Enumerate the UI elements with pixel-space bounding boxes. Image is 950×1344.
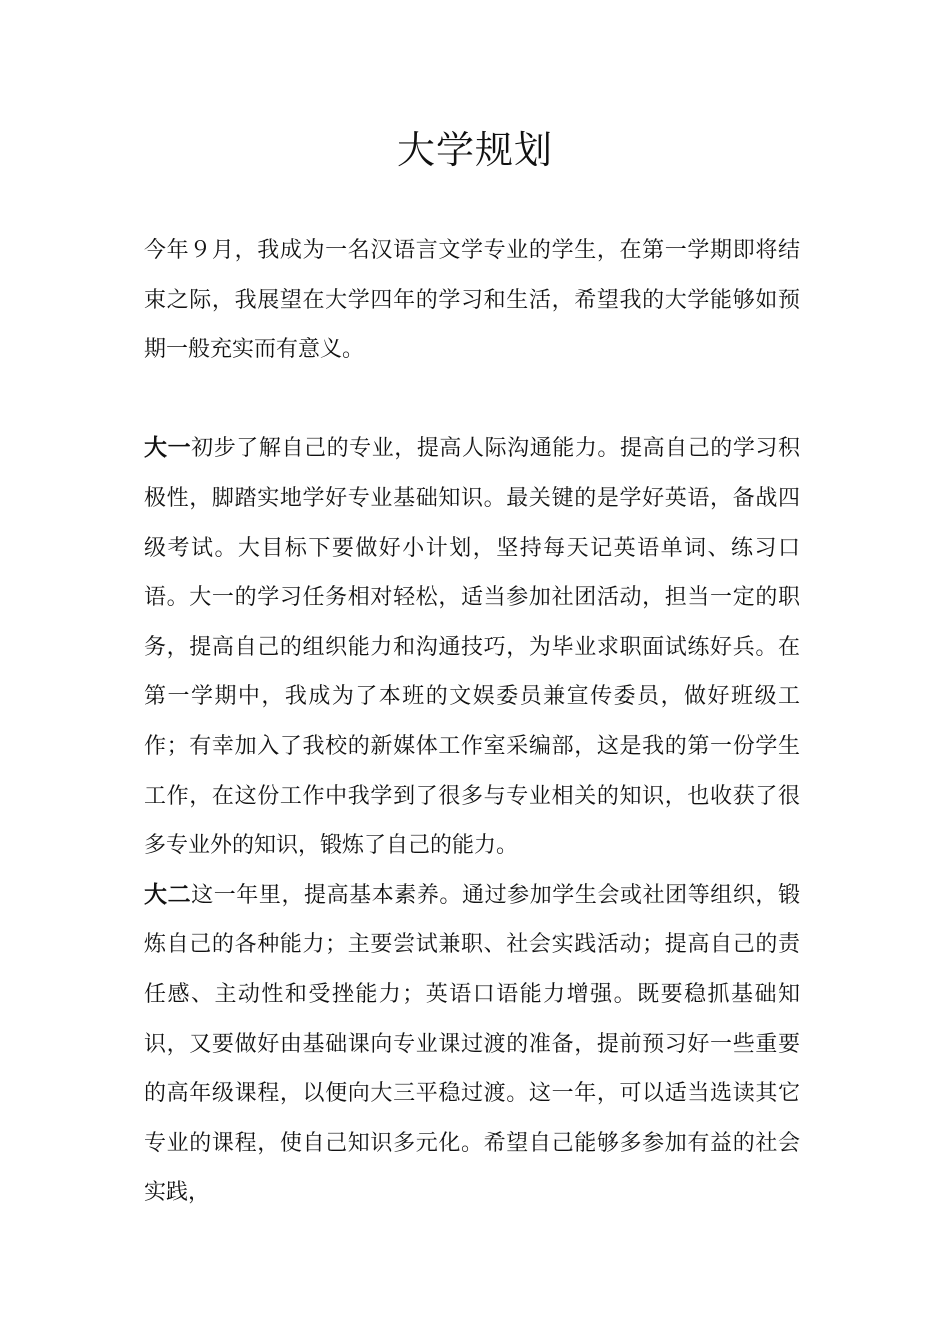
year-one-paragraph (144, 424, 800, 870)
year-one-text: 初步了解自己的专业，提高人际沟通能力。提高自己的学习积极性，脚踏实地学好专业基础知识。最关键的是学好英语，备战四级考试。大目标下要做好小计划，坚持每天记英语单词、练习口语。大一的学习任务相对轻松，适当参加社团活动，担当一定的职务，提高自己的组织能力和沟通技巧，为毕业求职面试练好兵。在第一学期中，我成为了本班的文娱委员兼宣传委员，做好班级工作；有幸加入了我校的新媒体工作室采编部，这是我的第一份学生工作，在这份工作中我学到了很多与专业相关的知识，也收获了很多专业外的知识，锻炼了自己的能力。 (144, 436, 801, 859)
document-title: 大学规划 (396, 128, 553, 172)
year-two-label: 大二 (144, 881, 192, 908)
document-body (144, 226, 800, 1218)
intro-paragraph: 今年９月，我成为一名汉语言文学专业的学生，在第一学期即将结束之际，我展望在大学四年的学习和生活，希望我的大学能够如预期一般充实而有意义。 (144, 238, 800, 363)
year-two-text: 这一年里，提高基本素养。通过参加学生会或社团等组织，锻炼自己的各种能力；主要尝试兼职、社会实践活动；提高自己的责任感、主动性和受挫能力；英语口语能力增强。既要稳抓基础知识，又要做好由基础课向专业课过渡的准备，提前预习好一些重要的高年级课程，以便向大三平稳过渡。这一年，可以适当选读其它专业的课程，使自己知识多元化。希望自己能够多参加有益的社会实践， (144, 882, 801, 1206)
year-one-label: 大一 (144, 435, 192, 462)
year-two-paragraph (144, 871, 800, 1218)
